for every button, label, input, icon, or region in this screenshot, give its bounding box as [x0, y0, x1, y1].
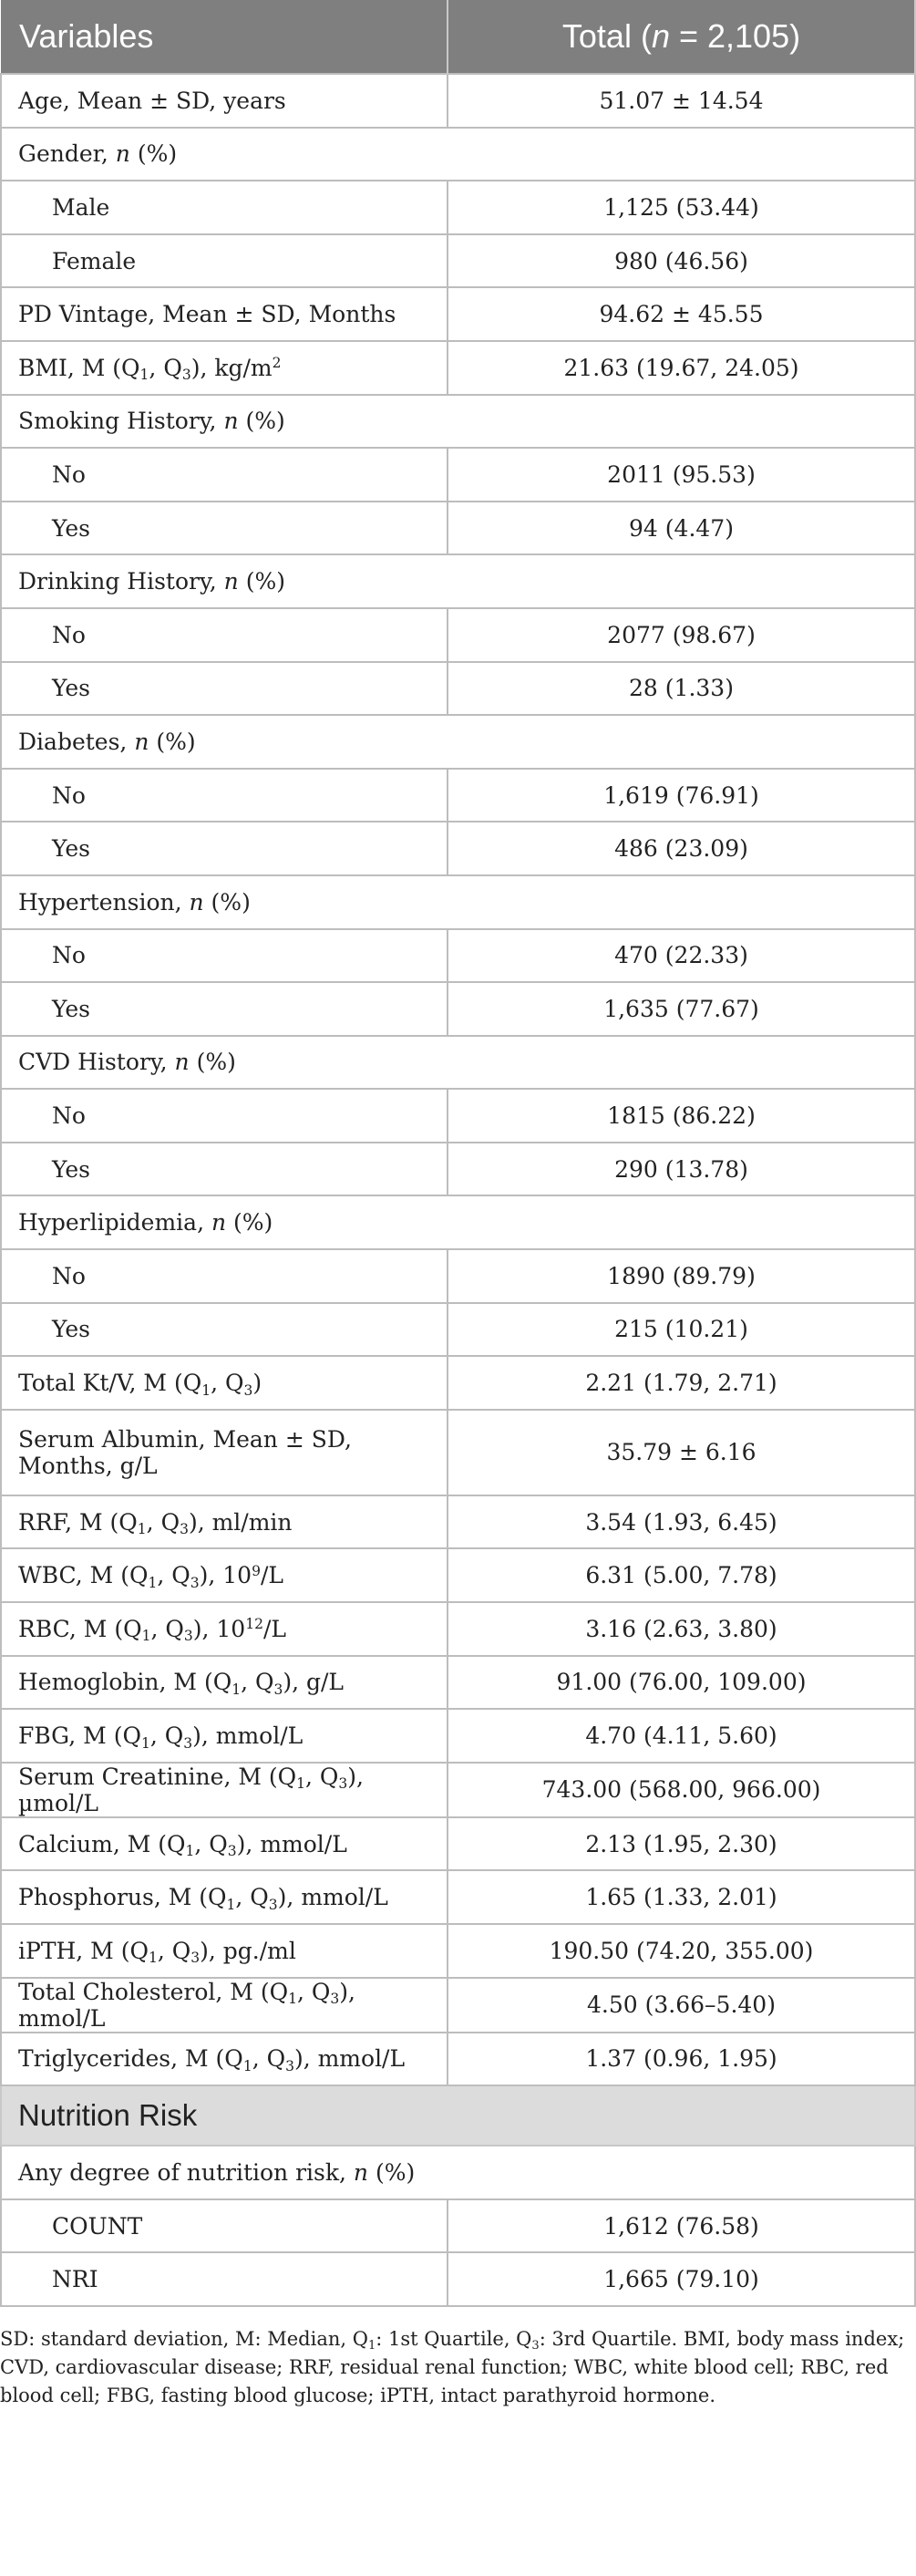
table-row-smoking: Smoking History, n (%) [1, 395, 915, 449]
table-row-smoking-no: No 2011 (95.53) [1, 448, 915, 502]
table-row-rrf: RRF, M ($Q_1$, $Q_3$), ml/min 3.54 (1.93, 6.45) [1, 1495, 915, 1549]
header-variables: Variables [1, 0, 448, 74]
table-row-fbg: FBG, M ($Q_1$, $Q_3$), mmol/L 4.70 (4.11, 5.60) [1, 1709, 915, 1763]
table-row-drinking-yes: Yes 28 (1.33) [1, 662, 915, 716]
table-row-calcium: Calcium, M ($Q_1$, $Q_3$), mmol/L 2.13 (1.95, 2.30) [1, 1817, 915, 1871]
table-row-cholesterol: Total Cholesterol, M ($Q_1$, $Q_3$), mmol/L 4.50 (3.66–5.40) [1, 1978, 915, 2033]
table-row-female: Female 980 (46.56) [1, 234, 915, 288]
table-row-age: Age, Mean ± SD, years 51.07 ± 14.54 [1, 74, 915, 128]
header-total: Total (n = 2,105) [448, 0, 915, 74]
table-row-drinking: Drinking History, n (%) [1, 554, 915, 608]
table-row-creatinine: Serum Creatinine, M ($Q_1$, $Q_3$), µmol/L 743.00 (568.00, 966.00) [1, 1763, 915, 1817]
section-header-nutrition-risk: Nutrition Risk [1, 2085, 915, 2146]
table-row-diabetes: Diabetes, n (%) [1, 715, 915, 769]
table-row-phosphorus: Phosphorus, M ($Q_1$, $Q_3$), mmol/L 1.65 (1.33, 2.01) [1, 1870, 915, 1924]
table-row-diabetes-yes: Yes 486 (23.09) [1, 822, 915, 875]
table-row-gender: Gender, n (%) [1, 128, 915, 181]
table-row-cvd-yes: Yes 290 (13.78) [1, 1143, 915, 1196]
table-row-hemoglobin: Hemoglobin, M ($Q_1$, $Q_3$), g/L 91.00 (76.00, 109.00) [1, 1656, 915, 1710]
table-row-count: COUNT 1,612 (76.58) [1, 2199, 915, 2253]
table-footnote: SD: standard deviation, M: Median, $Q_1$: 1st Quartile, $Q_3$: 3rd Quartile. BMI, body mass index; CVD, cardiovascular disease; RRF, residual renal function; WBC, white blood cell; RBC, red blood cell; FBG, fasting blood glucose; iPTH, intact parathyroid hormone. [0, 2327, 905, 2406]
table-row-hyperlipidemia-no: No 1890 (89.79) [1, 1249, 915, 1303]
table-row-any-nutrition-risk: Any degree of nutrition risk, n (%) [1, 2146, 915, 2199]
table-row-cvd: CVD History, n (%) [1, 1036, 915, 1090]
table-row-triglycerides: Triglycerides, M ($Q_1$, $Q_3$), mmol/L 1.37 (0.96, 1.95) [1, 2033, 915, 2086]
table-row-diabetes-no: No 1,619 (76.91) [1, 769, 915, 822]
table-row-hyperlipidemia: Hyperlipidemia, n (%) [1, 1195, 915, 1249]
table-row-ipth: iPTH, M ($Q_1$, $Q_3$), pg./ml 190.50 (74.20, 355.00) [1, 1924, 915, 1978]
table-row-ktv: Total Kt/V, M ($Q_1$, $Q_3$) 2.21 (1.79, 2.71) [1, 1356, 915, 1410]
table-header-row [1, 0, 915, 74]
table-row-albumin: Serum Albumin, Mean ± SD, Months, g/L 35.79 ± 6.16 [1, 1410, 915, 1495]
table-row-hyperlipidemia-yes: Yes 215 (10.21) [1, 1303, 915, 1357]
table-row-nri: NRI 1,665 (79.10) [1, 2252, 915, 2306]
table-row-pd-vintage: PD Vintage, Mean ± SD, Months 94.62 ± 45.55 [1, 287, 915, 341]
table-row-hypertension-no: No 470 (22.33) [1, 929, 915, 983]
table-row-hypertension: Hypertension, n (%) [1, 875, 915, 929]
table-row-wbc: WBC, M ($Q_1$, $Q_3$), $10^9/L$ 6.31 (5.00, 7.78) [1, 1548, 915, 1602]
table-row-cvd-no: No 1815 (86.22) [1, 1089, 915, 1143]
table-row-male: Male 1,125 (53.44) [1, 181, 915, 234]
table-row-bmi: BMI, M ($Q_1$, $Q_3$), $kg/m^2$ 21.63 (19.67, 24.05) [1, 341, 915, 395]
table-row-hypertension-yes: Yes 1,635 (77.67) [1, 982, 915, 1036]
table-row-rbc: RBC, M ($Q_1$, $Q_3$), $10^{12}/L$ 3.16 (2.63, 3.80) [1, 1602, 915, 1656]
table-row-drinking-no: No 2077 (98.67) [1, 608, 915, 662]
table-row-smoking-yes: Yes 94 (4.47) [1, 502, 915, 555]
